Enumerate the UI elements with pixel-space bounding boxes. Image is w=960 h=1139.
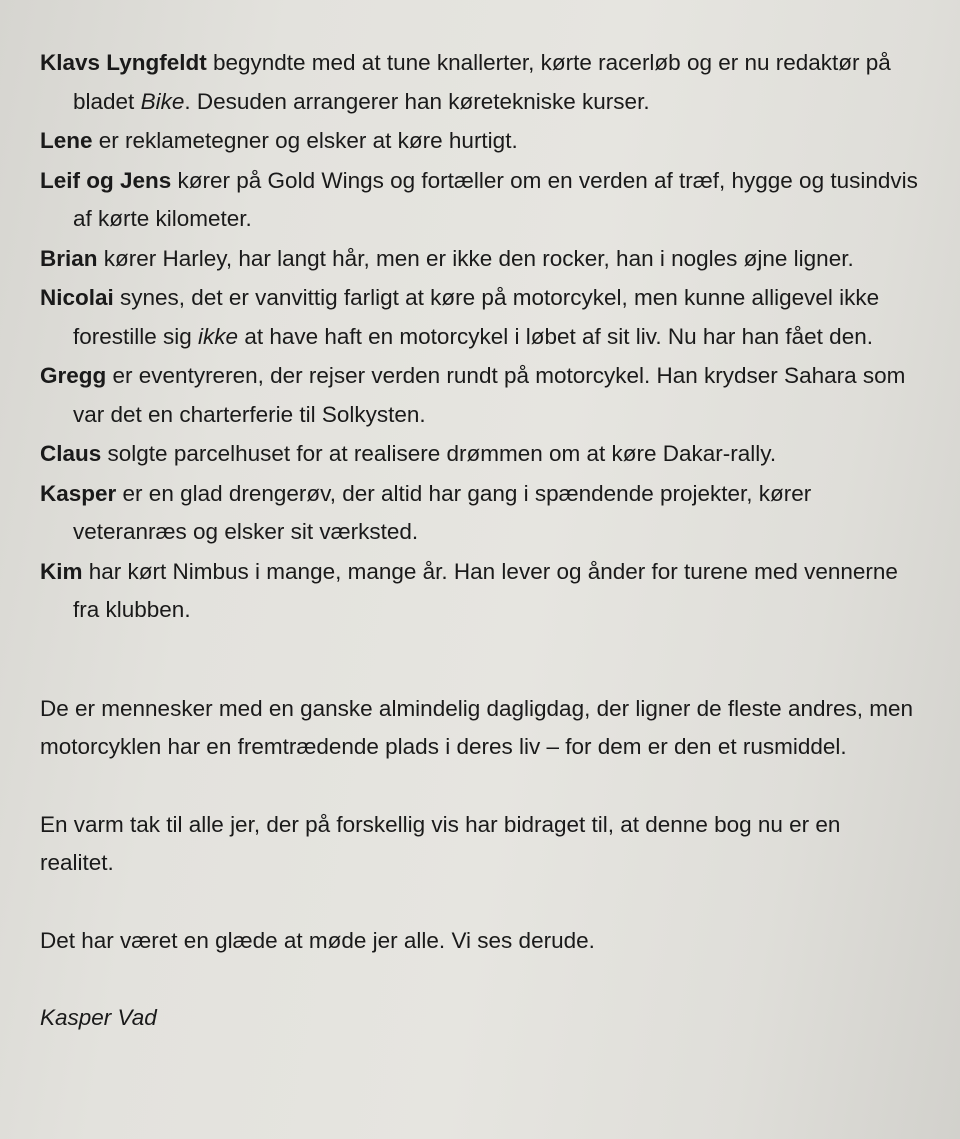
contributor-entry [40, 44, 920, 121]
book-page [40, 44, 920, 1038]
contributor-name: Klavs Lyngfeldt [40, 50, 207, 75]
contributor-list [40, 44, 920, 630]
contributor-description: er eventyreren, der rejser verden rundt på motorcykel. Han krydser Sahara som var det en charterferie til Solkysten. [73, 363, 906, 427]
contributor-entry [40, 162, 920, 239]
contributor-name: Nicolai [40, 285, 114, 310]
contributor-name: Claus [40, 441, 102, 466]
contributor-entry [40, 357, 920, 434]
author-signature: Kasper Vad [40, 1005, 157, 1030]
contributor-name: Brian [40, 245, 98, 271]
contributor-entry [40, 279, 920, 356]
contributor-description: at have haft en motorcykel i løbet af sit liv. Nu har han fået den. [238, 323, 873, 349]
contributor-name: Kim [40, 558, 83, 584]
thanks-paragraph: En varm tak til alle jer, der på forskellig vis har bidraget til, at denne bog nu er en realitet. [40, 811, 841, 875]
italic-text: ikke [198, 323, 239, 349]
contributor-description: synes, det er vanvittig farligt at køre på motorcykel, men kunne alligevel ikke forestille sig [73, 285, 880, 349]
contributor-entry [40, 435, 920, 474]
contributor-description: begyndte med at tune knallerter, kørte racerløb og er nu redaktør på bladet [73, 50, 891, 114]
contributor-description: kører Harley, har langt hår, men er ikke den rocker, han i nogles øjne ligner. [97, 245, 854, 271]
farewell-paragraph: Det har været en glæde at møde jer alle. Vi ses derude. [40, 927, 595, 953]
contributor-description: kører på Gold Wings og fortæller om en verden af træf, hygge og tusindvis af kørte kilometer. [73, 167, 918, 231]
contributor-description: er en glad drengerøv, der altid har gang i spændende projekter, kører veteranræs og elsker sit værksted. [73, 480, 812, 544]
closing-text [40, 690, 920, 1038]
contributor-name: Leif og Jens [40, 167, 172, 193]
contributor-entry [40, 475, 920, 552]
contributor-entry [40, 240, 920, 279]
contributor-description: solgte parcelhuset for at realisere drømmen om at køre Dakar-rally. [101, 441, 777, 466]
contributor-entry [40, 553, 920, 630]
contributor-description: har kørt Nimbus i mange, mange år. Han lever og ånder for turene med vennerne fra klubben. [73, 558, 898, 622]
contributor-description: . Desuden arrangerer han køretekniske kurser. [184, 88, 650, 114]
italic-text: Bike [140, 88, 185, 114]
contributor-entry [40, 122, 920, 161]
closing-paragraph: De er mennesker med en ganske almindelig dagligdag, der ligner de fleste andres, men motorcyklen har en fremtrædende plads i deres liv – for dem er den et rusmiddel. [40, 695, 914, 759]
contributor-name: Lene [40, 128, 93, 153]
contributor-name: Kasper [40, 480, 117, 506]
contributor-description: er reklametegner og elsker at køre hurtigt. [92, 128, 518, 153]
contributor-name: Gregg [40, 363, 107, 388]
